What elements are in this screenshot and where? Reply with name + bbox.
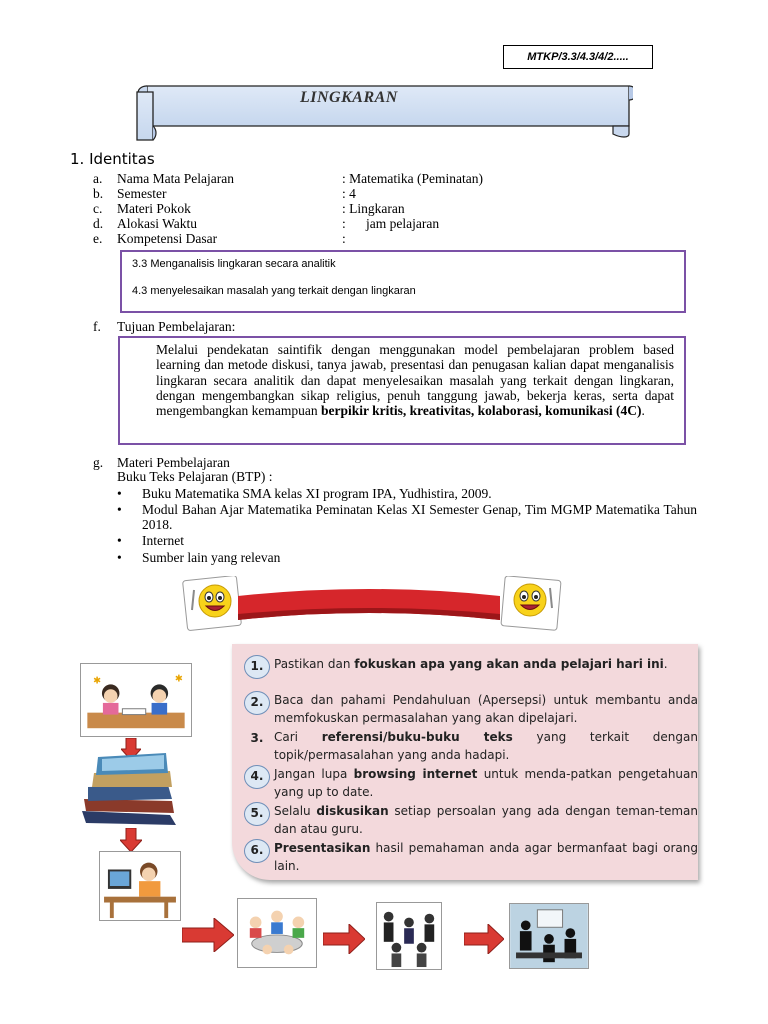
- arrow-right-icon: [323, 924, 365, 954]
- step-text-bold: browsing internet: [353, 767, 478, 781]
- smiley-card-left: [182, 576, 242, 632]
- step-item: [244, 691, 696, 727]
- bullet-text: Modul Bahan Ajar Matematika Peminatan Kelas XI Semester Genap, Tim MGMP Matematika Tahun 2018.: [142, 502, 697, 532]
- tujuan-text-body: Melalui pendekatan saintifik dengan menggunakan model pembelajaran problem based learning dan metode diskusi, tanya jawab, presentasi dan penugasan kalian dapat menganalisis lingkaran secara analitik dan dapat menyelesaikan masalah yang terkait dengan lingkaran, dengan mengembangkan sikap religius, penuh tanggung jawab, bekerja keras, serta dapat mengembangkan kemampuan: [156, 342, 674, 419]
- step-text-pre: Pastikan dan: [274, 657, 355, 671]
- banner-title: LINGKARAN: [300, 89, 398, 106]
- identity-label: Kompetensi Dasar: [117, 231, 218, 246]
- kd-item: 3.3 Menganalisis lingkaran secara analitik: [132, 258, 336, 270]
- arrow-right-icon: [182, 918, 234, 952]
- document-code: MTKP/3.3/4.3/4/2.....: [503, 45, 653, 69]
- smiley-card-right: [500, 576, 562, 632]
- identity-value: :: [342, 231, 346, 246]
- presentation-meeting-image: [509, 903, 589, 969]
- materi-letter: g.: [93, 455, 104, 470]
- bullet-item: • Buku Matematika SMA kelas XI program IPA, Yudhistira, 2009.: [117, 486, 697, 502]
- identity-value: : jam pelajaran: [342, 216, 440, 231]
- tujuan-text-bold: berpikir kritis, kreativitas, kolaborasi, komunikasi (4C): [320, 403, 642, 419]
- group-discussion-image: [237, 898, 317, 968]
- book-stack-image: [74, 745, 186, 829]
- svg-text:✱: ✱: [174, 673, 184, 685]
- step-text-post: untuk menda-patkan pengetahuan yang up to date.: [274, 767, 698, 799]
- kd-item: 4.3 menyelesaikan masalah yang terkait dengan lingkaran: [132, 285, 416, 297]
- step-item: [244, 765, 696, 801]
- identity-label: Alokasi Waktu: [117, 216, 198, 231]
- step-text-post: setiap persoalan yang ada dengan teman-teman dan atau guru.: [274, 804, 698, 836]
- step-text-post: hasil pemahaman anda agar bermanfaat bagi orang lain.: [274, 841, 698, 873]
- step-item: [244, 728, 696, 764]
- step-text-bold: diskusikan: [316, 804, 389, 818]
- identity-value: : Matematika (Peminatan): [342, 171, 483, 186]
- tujuan-letter: f.: [93, 319, 101, 334]
- step-text-bold: Presentasikan: [274, 841, 371, 855]
- step-text-bold: fokuskan apa yang akan anda pelajari hari ini: [354, 657, 664, 671]
- step-number: 5.: [244, 802, 270, 826]
- bullet-text: Sumber lain yang relevan: [142, 550, 281, 565]
- arrow-right-icon: [464, 924, 504, 954]
- step-text-pre: Selalu: [274, 804, 317, 818]
- bullet-text: Internet: [142, 533, 184, 548]
- arrow-down-icon: [120, 828, 142, 852]
- step-text-pre: Jangan lupa: [274, 767, 354, 781]
- step-text-bold: referensi/buku-buku teks: [321, 730, 513, 744]
- identity-label: Semester: [117, 186, 167, 201]
- tujuan-text: [156, 342, 674, 418]
- identity-label: Nama Mata Pelajaran: [117, 171, 234, 186]
- bullet-item: • Sumber lain yang relevan: [117, 550, 697, 566]
- identity-letter: a.: [93, 171, 103, 186]
- team-people-image: [376, 902, 442, 970]
- bullet-item: • Internet: [117, 533, 697, 549]
- student-computer-image: [99, 851, 181, 921]
- step-item: [244, 802, 696, 838]
- students-studying-image: [80, 663, 192, 737]
- step-text: [274, 839, 698, 875]
- identity-value: : Lingkaran: [342, 201, 405, 216]
- step-number: 1.: [244, 655, 270, 679]
- identity-letter: c.: [93, 201, 103, 216]
- materi-label: Materi Pembelajaran: [117, 455, 230, 470]
- step-text: [274, 691, 698, 727]
- identity-letter: e.: [93, 231, 103, 246]
- step-text: [274, 802, 698, 838]
- bullet-item: • Modul Bahan Ajar Matematika Peminatan Kelas XI Semester Genap, Tim MGMP Matematika Tahun 2018.: [117, 502, 697, 532]
- step-number: 2.: [244, 691, 270, 715]
- step-text-post: .: [663, 657, 668, 671]
- bullet-text: Buku Matematika SMA kelas XI program IPA, Yudhistira, 2009.: [142, 486, 492, 501]
- identity-letter: b.: [93, 186, 104, 201]
- identity-value: : 4: [342, 186, 356, 201]
- section-heading: 1. Identitas: [70, 150, 155, 168]
- step-number: 3.: [250, 731, 264, 745]
- step-item: [244, 655, 696, 691]
- step-text-pre: Baca dan pahami Pendahuluan (Apersepsi) untuk membantu anda memfokuskan permasalahan yang akan dipelajari.: [274, 693, 698, 725]
- tujuan-label: Tujuan Pembelajaran:: [117, 319, 236, 334]
- step-text-pre: Cari: [274, 730, 322, 744]
- btp-label: Buku Teks Pelajaran (BTP) :: [117, 469, 273, 484]
- identity-label: Materi Pokok: [117, 201, 191, 216]
- kompetensi-dasar-box: [120, 250, 686, 313]
- step-number: 6.: [244, 839, 270, 863]
- svg-text:✱: ✱: [93, 675, 102, 687]
- step-item: [244, 839, 696, 875]
- step-text: [274, 655, 698, 673]
- step-text: [274, 728, 698, 764]
- step-number: 4.: [244, 765, 270, 789]
- red-ribbon: [234, 584, 504, 634]
- identity-letter: d.: [93, 216, 104, 231]
- step-text-post: yang terkait dengan topik/permasalahan yang anda hadapi.: [274, 730, 698, 762]
- step-text: [274, 765, 698, 801]
- tujuan-text-end: .: [641, 403, 645, 419]
